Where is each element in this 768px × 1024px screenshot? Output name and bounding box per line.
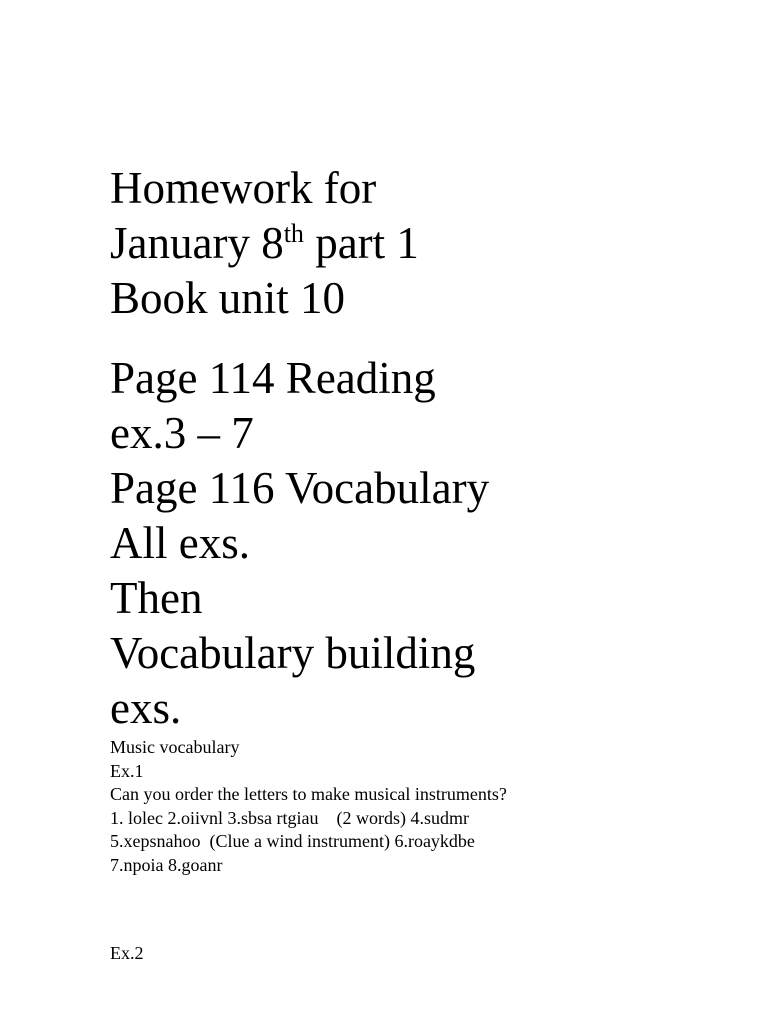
ex1-items-line-2: 5.xepsnahoo (Clue a wind instrument) 6.roaykdbe: [110, 831, 475, 851]
heading-line-3: Book unit 10: [110, 273, 346, 323]
ex1-label: Ex.1: [110, 760, 144, 781]
task-line-6: Vocabulary building: [110, 628, 476, 678]
ex1-question: Can you order the letters to make musical instruments?: [110, 784, 507, 804]
task-line-2: ex.3 – 7: [110, 408, 254, 458]
document-page: [110, 0, 710, 1024]
homework-heading: [110, 161, 419, 326]
task-line-4: All exs.: [110, 518, 250, 568]
task-line-7: exs.: [110, 683, 182, 733]
task-line-3: Page 116 Vocabulary: [110, 463, 490, 513]
heading-date-suffix: th: [283, 219, 304, 248]
task-line-1: Page 114 Reading: [110, 353, 436, 403]
music-title: Music vocabulary: [110, 737, 240, 757]
task-line-5: Then: [110, 573, 203, 623]
ex2-section: [110, 942, 580, 966]
heading-line-2: [110, 216, 419, 271]
task-list: [110, 351, 489, 736]
heading-date: January 8: [110, 218, 284, 268]
ex1-items-line-3: 7.npoia 8.goanr: [110, 854, 223, 875]
ex2-label: Ex.2: [110, 943, 144, 963]
music-vocabulary-section: [110, 736, 580, 877]
heading-line-1: Homework for: [110, 163, 377, 213]
heading-part: part 1: [303, 218, 419, 268]
ex1-items-line-1: 1. lolec 2.oiivnl 3.sbsa rtgiau (2 words) 4.sudmr: [110, 807, 469, 828]
